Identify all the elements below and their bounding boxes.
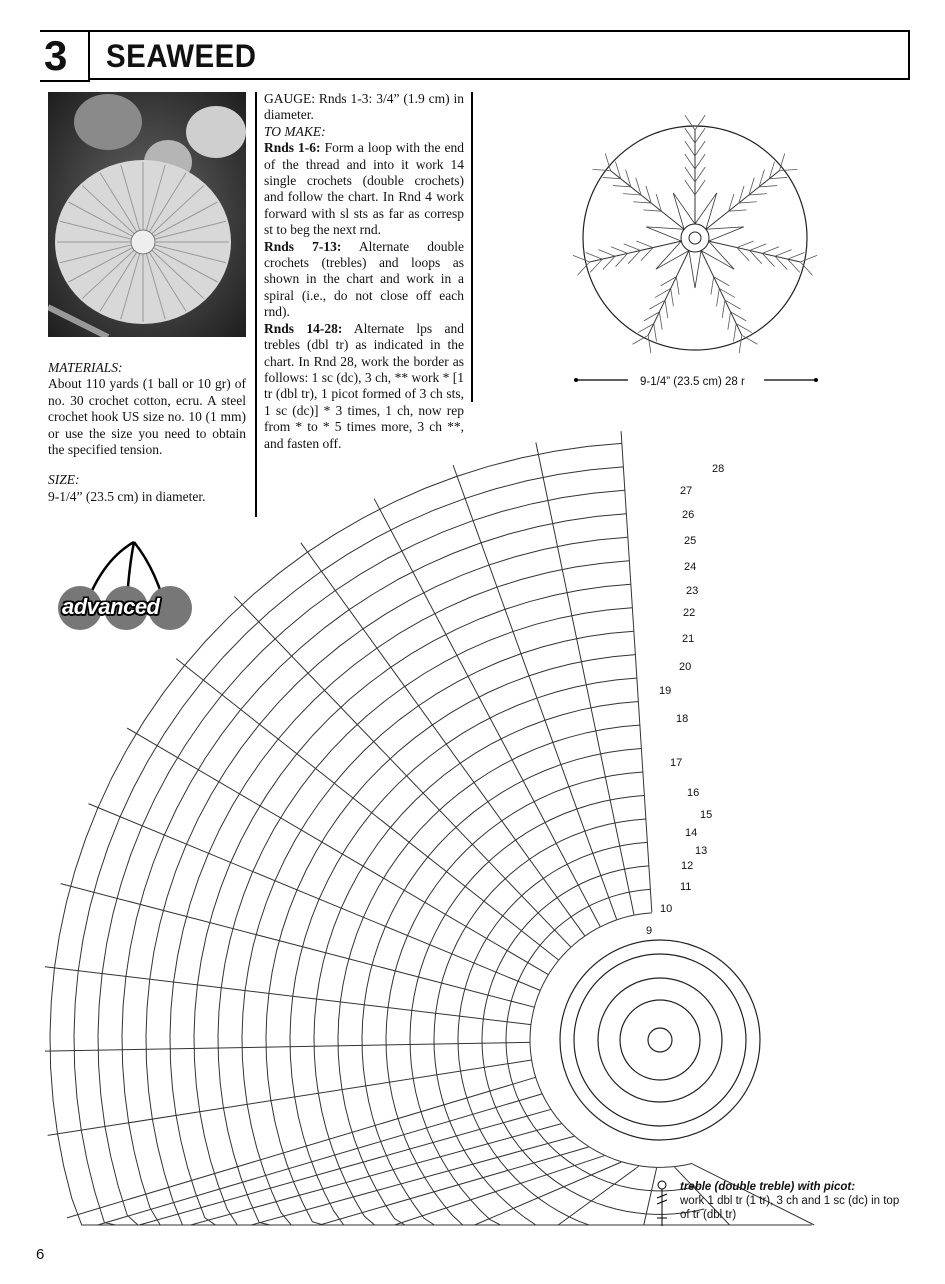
- materials-heading: MATERIALS:: [48, 360, 123, 375]
- materials-text: About 110 yards (1 ball or 10 gr) of no. 30 crochet cotton, ecru. A steel crochet hook US size no. 10 (1 mm) or use the size you need to obtain the specified tension.: [48, 376, 246, 458]
- pattern-number: 3: [44, 32, 68, 79]
- round-number-label: 17: [670, 757, 683, 769]
- treble-symbol-icon: [654, 1180, 670, 1228]
- round-number-label: 21: [682, 633, 695, 645]
- round-number-label: 27: [680, 485, 693, 497]
- pattern-title: SEAWEED: [106, 38, 257, 74]
- step-3-label: Rnds 14-28:: [264, 320, 343, 336]
- size-heading: SIZE:: [48, 472, 80, 488]
- round-number-label: 16: [687, 787, 700, 799]
- to-make-heading: TO MAKE:: [264, 123, 326, 139]
- round-number-label: 10: [660, 903, 673, 915]
- round-number-label: 15: [700, 809, 713, 821]
- step-2-label: Rnds 7-13:: [264, 238, 342, 254]
- round-number-label: 19: [659, 685, 672, 697]
- round-number-label: 25: [684, 535, 697, 547]
- round-number-label: 9: [646, 925, 653, 937]
- round-number-label: 22: [683, 607, 696, 619]
- page-number: 6: [36, 1246, 45, 1263]
- round-number-label: 18: [676, 713, 689, 725]
- round-number-label: 12: [681, 860, 694, 872]
- round-number-label: 14: [685, 827, 698, 839]
- round-number-label: 28: [712, 463, 725, 475]
- legend-text: work 1 dbl tr (1 tr), 3 ch and 1 sc (dc) in top of tr (dbl tr): [680, 1195, 900, 1221]
- dimension-label: 9-1/4” (23.5 cm) 28 r: [640, 376, 745, 388]
- step-3-text: Alternate lps and trebles (dbl tr) as indicated in the chart. In Rnd 28, work the border as follows: 1 sc (dc), 3 ch, ** work * [1 tr (dbl tr), 1 picot formed of 3 ch sts, 1 sc (dc)] * 3 times, 1 ch, now rep from * to * 5 times more, 3 ch **, and fasten off.: [264, 320, 464, 451]
- step-2-text: Alternate double crochets (trebles) and loops as shown in the chart and work in a spiral (i.e., do not close off each rnd).: [264, 238, 464, 320]
- gauge-text: GAUGE: Rnds 1-3: 3/4” (1.9 cm) in diameter.: [264, 91, 464, 123]
- legend-title: treble (double treble) with picot:: [680, 1181, 856, 1193]
- difficulty-label: advanced: [62, 594, 160, 619]
- legend: [680, 1180, 910, 1222]
- round-number-label: 20: [679, 661, 692, 673]
- step-1-label: Rnds 1-6:: [264, 140, 321, 156]
- round-number-label: 11: [680, 881, 692, 893]
- size-text: 9-1/4” (23.5 cm) in diameter.: [48, 488, 206, 504]
- round-number-label: 26: [682, 509, 695, 521]
- round-number-label: 23: [686, 585, 699, 597]
- round-number-label: 24: [684, 561, 697, 573]
- step-1-text: Form a loop with the end of the thread and into it work 14 single crochets (double crochets) and follow the chart. In Rnd 4 work forward with sl sts as far as corresp st to beg the next rnd.: [264, 140, 464, 238]
- round-number-label: 13: [695, 845, 708, 857]
